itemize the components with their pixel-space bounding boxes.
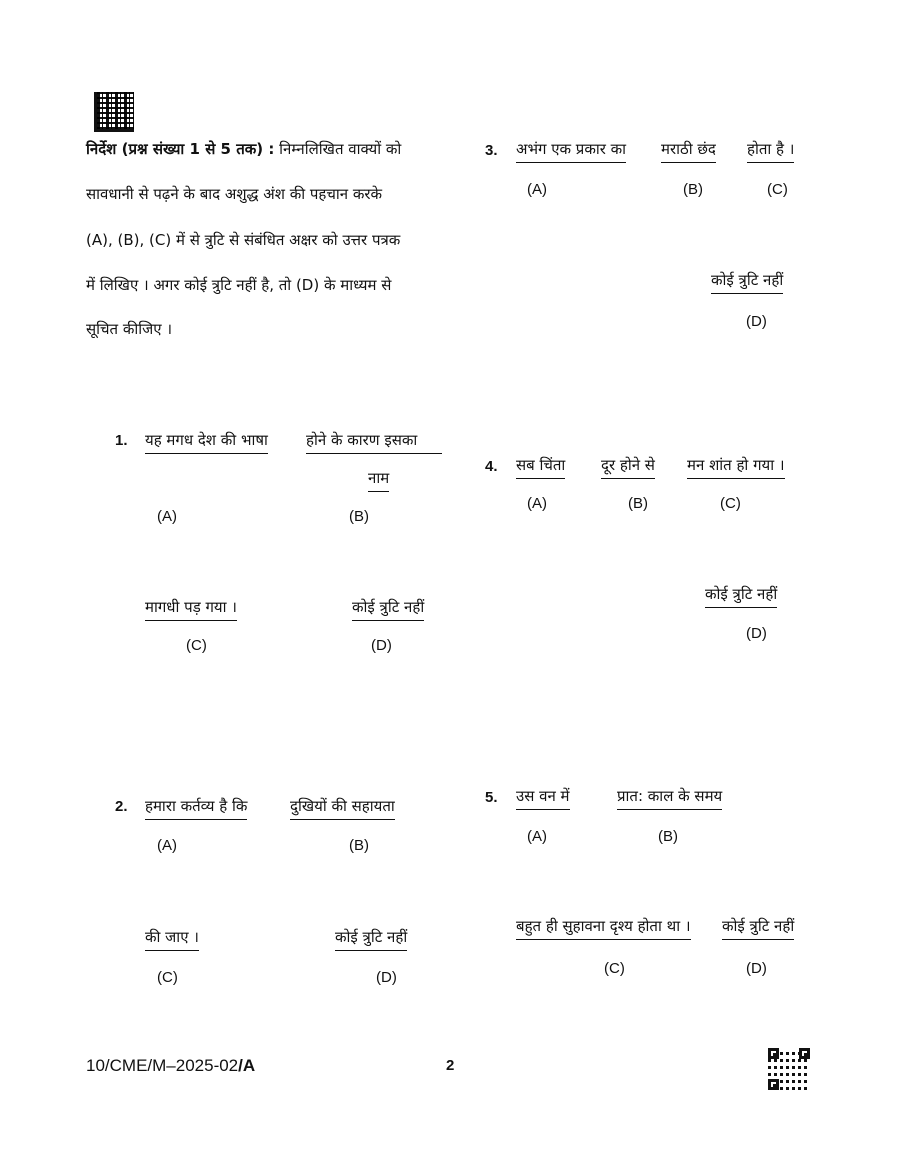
question-2-label-c: (C)	[157, 969, 178, 986]
question-3-label-a: (A)	[527, 181, 547, 198]
question-5-label-c: (C)	[604, 960, 625, 977]
question-2-part-b: दुखियों की सहायता	[290, 796, 395, 820]
paper-code	[86, 1056, 255, 1076]
question-3-label-d: (D)	[746, 313, 767, 330]
question-1-label-a: (A)	[157, 508, 177, 525]
instructions-line-2: सावधानी से पढ़ने के बाद अशुद्ध अंश की पहचान करके	[86, 185, 383, 203]
question-3-label-c: (C)	[767, 181, 788, 198]
instructions-heading: निर्देश (प्रश्न संख्या 1 से 5 तक) :	[86, 140, 275, 158]
paper-code-set: /A	[238, 1056, 256, 1075]
instructions-line-3: (A), (B), (C) में से त्रुटि से संबंधित अक्षर को उत्तर पत्रक	[86, 231, 401, 249]
question-4-label-c: (C)	[720, 495, 741, 512]
question-5-label-b: (B)	[658, 828, 678, 845]
instructions-line-4: में लिखिए । अगर कोई त्रुटि नहीं है, तो (D) के माध्यम से	[86, 276, 392, 294]
question-4-label-a: (A)	[527, 495, 547, 512]
question-1-part-d: कोई त्रुटि नहीं	[352, 597, 424, 621]
datamatrix-code	[94, 92, 134, 132]
question-number: 5.	[485, 789, 498, 806]
paper-code-main: 10/CME/M–2025-02	[86, 1056, 239, 1075]
question-5-part-a: उस वन में	[516, 786, 570, 810]
qr-code	[768, 1048, 810, 1090]
question-1-label-d: (D)	[371, 637, 392, 654]
question-1-part-b-line1: होने के कारण इसका	[306, 430, 442, 454]
question-number: 3.	[485, 142, 498, 159]
question-3-part-d: कोई त्रुटि नहीं	[711, 270, 783, 294]
question-3-label-b: (B)	[683, 181, 703, 198]
question-4-part-b: दूर होने से	[601, 455, 655, 479]
question-5-label-a: (A)	[527, 828, 547, 845]
question-1-part-a: यह मगध देश की भाषा	[145, 430, 268, 454]
question-2-part-a: हमारा कर्तव्य है कि	[145, 796, 247, 820]
instructions-line-5: सूचित कीजिए ।	[86, 320, 173, 338]
question-3-part-a: अभंग एक प्रकार का	[516, 139, 626, 163]
question-2-part-d: कोई त्रुटि नहीं	[335, 927, 407, 951]
question-4-part-a: सब चिंता	[516, 455, 565, 479]
question-4-label-b: (B)	[628, 495, 648, 512]
question-2-label-b: (B)	[349, 837, 369, 854]
question-5-part-b: प्रात: काल के समय	[617, 786, 722, 810]
question-2-label-a: (A)	[157, 837, 177, 854]
question-number: 2.	[115, 798, 128, 815]
question-2-label-d: (D)	[376, 969, 397, 986]
question-2-part-c: की जाए ।	[145, 927, 199, 951]
question-5-label-d: (D)	[746, 960, 767, 977]
question-3-part-c: होता है ।	[747, 139, 794, 163]
instructions-line-1	[86, 139, 442, 159]
page-number: 2	[446, 1057, 455, 1074]
question-5-part-d: कोई त्रुटि नहीं	[722, 916, 794, 940]
question-1-label-b: (B)	[349, 508, 369, 525]
question-5-part-c: बहुत ही सुहावना दृश्य होता था ।	[516, 916, 691, 940]
question-4-part-d: कोई त्रुटि नहीं	[705, 584, 777, 608]
question-number: 4.	[485, 458, 498, 475]
question-4-label-d: (D)	[746, 625, 767, 642]
question-1-part-c: मागधी पड़ गया ।	[145, 597, 237, 621]
question-4-part-c: मन शांत हो गया ।	[687, 455, 785, 479]
instructions-first-line: निम्नलिखित वाक्यों को	[279, 140, 402, 158]
question-1-part-b-line2: नाम	[368, 468, 389, 492]
question-3-part-b: मराठी छंद	[661, 139, 716, 163]
question-1-label-c: (C)	[186, 637, 207, 654]
question-number: 1.	[115, 432, 128, 449]
